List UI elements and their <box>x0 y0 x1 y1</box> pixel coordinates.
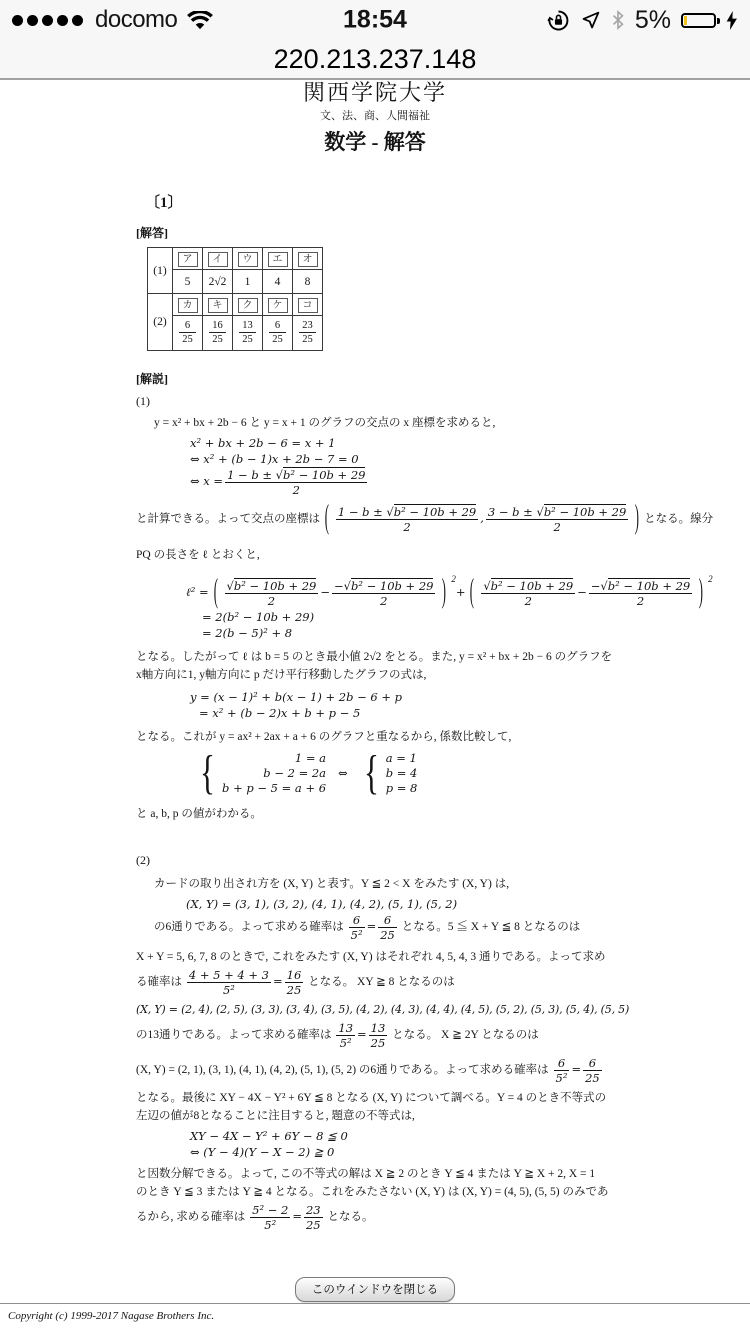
denominator <box>336 519 478 533</box>
numerator <box>187 969 271 982</box>
fraction <box>332 580 435 607</box>
status-bar-right <box>547 6 738 35</box>
document-header <box>0 80 750 153</box>
brace: { <box>200 746 216 800</box>
math-token: √ <box>483 578 491 593</box>
answer-value-cell <box>203 316 233 351</box>
part1-shift-equation-2: = x² + (b − 2)x + b + p − 5 <box>199 705 361 720</box>
part1-system-of-equations <box>196 746 644 800</box>
math-run: ℓ² = <box>186 585 209 599</box>
part1-overlap-text: となる。これが y = ax² + 2ax + a + 6 のグラフと重なるから, 係数比較して, <box>136 730 512 743</box>
part1-shift-text: x軸方向に1, y軸方向に p だけ平行移動したグラフの式は, <box>136 668 427 681</box>
numerator: 6 <box>274 319 281 331</box>
denominator <box>481 593 575 607</box>
math-run: − <box>334 578 344 593</box>
exponent: 2 <box>451 574 456 584</box>
answer-value-cell <box>263 316 293 351</box>
part2-factorization-text-1: と因数分解できる。よって, この不等式の解は X ≧ 2 のとき Y ≦ 4 または Y ≧ X + 2, X = 1 <box>136 1167 596 1180</box>
case-line: p = 8 <box>385 780 418 795</box>
battery-icon <box>681 13 716 28</box>
answer-value-cell: 4 <box>263 270 293 294</box>
math-token: 5² − 2 <box>252 1202 289 1217</box>
fraction <box>179 320 196 345</box>
kana-box: ア <box>178 252 198 267</box>
math-token: 5² <box>555 1070 568 1085</box>
battery-fill <box>684 16 687 25</box>
math-token: 16 <box>286 967 302 982</box>
denominator <box>225 482 367 496</box>
answer-header-cell <box>233 248 263 270</box>
denominator <box>332 593 435 607</box>
part2-list-1: (X, Y) = (3, 1), (3, 2), (4, 1), (4, 2), (5, 1), (5, 2) <box>186 896 458 911</box>
math-token: √ <box>386 505 394 519</box>
math-token: 25 <box>370 1035 386 1050</box>
sqrt-expression <box>600 578 690 593</box>
math-token: 2 <box>636 593 645 608</box>
denominator <box>336 1035 355 1049</box>
part1-equation-a: x² + bx + 2b − 6 = x + 1 <box>190 436 336 450</box>
case-line: b − 2 = 2a <box>263 765 327 780</box>
math-run: 1 − b ± <box>227 468 276 482</box>
part2-intro: カードの取り出され方を (X, Y) と表す。Y ≦ 2 < X をみたす (X, Y) は, <box>154 877 510 890</box>
text-run: の13通りである。よって求める確率は <box>136 1029 335 1041</box>
text-run: となる。線分 <box>644 513 714 526</box>
denominator <box>349 927 365 941</box>
page-footer <box>0 1303 750 1322</box>
carrier-label: docomo <box>95 6 178 33</box>
denominator: 25 <box>179 332 196 345</box>
denominator <box>583 1070 602 1084</box>
kana-box: コ <box>298 298 318 313</box>
url-text[interactable]: 220.213.237.148 <box>273 43 477 74</box>
math-token: 6 <box>557 1055 566 1070</box>
brace: { <box>363 746 379 800</box>
math-run: 1 − b ± <box>337 505 387 519</box>
kana-box: エ <box>268 252 288 267</box>
math-run: − <box>320 585 331 599</box>
numerator <box>486 506 628 519</box>
math-token: b² − 10b + 29 <box>282 468 366 482</box>
math-token: √ <box>226 578 234 593</box>
answer-header-cell <box>293 248 323 270</box>
fraction <box>225 469 367 496</box>
math-token: 5² <box>222 982 235 997</box>
part1-number: (1) <box>136 394 150 408</box>
answer-value-cell <box>173 316 203 351</box>
math-token: 2 <box>553 520 561 534</box>
fraction <box>269 320 286 345</box>
part1-minimum-text: となる。したがって ℓ は b = 5 のとき最小値 2√2 をとる。また, y = x² + bx + 2b − 6 のグラフを <box>136 650 613 663</box>
math-token: 2 <box>524 593 532 608</box>
math-token: b² − 10b + 29 <box>350 578 434 593</box>
sqrt-expression <box>227 578 317 593</box>
math-token: b² − 10b + 29 <box>607 578 691 593</box>
fraction <box>336 506 478 533</box>
url-bar[interactable] <box>0 40 750 78</box>
kaisetsu-section-label: [解説] <box>136 372 168 386</box>
case-line: b = 4 <box>385 765 418 780</box>
fraction <box>299 320 316 345</box>
signal-dot <box>42 15 53 26</box>
math-token: 6 <box>352 912 361 927</box>
numerator <box>332 580 435 593</box>
denominator <box>250 1217 290 1231</box>
denominator <box>187 982 271 996</box>
battery-percent-label: 5% <box>634 5 671 34</box>
part1-length-equation-2: = 2(b² − 10b + 29) <box>202 609 315 624</box>
math-token: √ <box>275 468 283 482</box>
charging-bolt-icon <box>726 11 738 30</box>
part2-number: (2) <box>136 852 150 867</box>
part2-sum-text: X + Y = 5, 6, 7, 8 のときで, これをみたす (X, Y) はそれぞれ 4, 5, 4, 3 通りである。よって求め <box>136 950 606 963</box>
math-token: √ <box>536 505 544 519</box>
fraction <box>239 320 256 345</box>
part2-inequality-text-2: 左辺の値が8となることに注目すると, 題意の不等式は, <box>136 1109 415 1122</box>
answer-table-value-row <box>148 316 323 351</box>
numerator <box>225 469 367 482</box>
open-paren: ( <box>213 575 218 611</box>
math-token: 2 <box>267 593 276 608</box>
answer-value-cell <box>293 316 323 351</box>
document-page <box>0 80 750 1302</box>
part2-probability-5 <box>136 1204 644 1231</box>
text-run: となる。 X ≧ 2Y となるのは <box>389 1029 539 1041</box>
answer-row-label: (2) <box>148 294 173 351</box>
answer-table-header-row <box>148 248 323 270</box>
text-run: の6通りである。よって求める確率は <box>154 921 347 933</box>
fraction <box>336 1022 355 1049</box>
kana-box: キ <box>208 298 228 313</box>
math-token: 25 <box>286 982 302 997</box>
math-token: 2 <box>380 593 388 608</box>
numerator: 13 <box>242 319 253 331</box>
answer-value-cell <box>233 316 263 351</box>
part1-intro: y = x² + bx + 2b − 6 と y = x + 1 のグラフの交点の x 座標を求めると, <box>154 417 496 429</box>
fraction <box>369 1022 388 1049</box>
fraction <box>554 1057 570 1084</box>
cases-group <box>360 746 418 800</box>
cases-group <box>196 746 327 800</box>
sqrt-expression <box>536 504 626 519</box>
status-bar-left <box>12 6 213 34</box>
part2-probability-1 <box>154 914 644 941</box>
numerator <box>225 580 319 593</box>
math-token: 5² <box>339 1035 352 1050</box>
part2-inequality-1: XY − 4X − Y² + 6Y − 8 ≦ 0 <box>190 1128 348 1143</box>
fraction <box>481 580 575 607</box>
close-paren: ) <box>442 575 447 611</box>
answer-table-header-row <box>148 294 323 316</box>
text-run: る確率は <box>136 976 185 988</box>
browser-chrome <box>0 0 750 80</box>
university-title: 関西学院大学 <box>302 80 447 105</box>
kana-box: ケ <box>268 298 288 313</box>
copyright-text: Copyright (c) 1999-2017 Nagase Brothers Inc. <box>8 1310 215 1322</box>
kana-box: ク <box>238 298 258 313</box>
answer-header-cell <box>173 294 203 316</box>
status-bar <box>0 0 750 40</box>
math-token: 25 <box>380 927 395 942</box>
denominator <box>589 593 692 607</box>
part1-length-equation-3: = 2(b − 5)² + 8 <box>202 625 293 640</box>
math-token: 25 <box>305 1217 321 1232</box>
close-paren: ) <box>699 575 704 611</box>
part1-equation-c <box>190 469 644 496</box>
part1-equation-b: ⇔ x² + (b − 1)x + 2b − 7 = 0 <box>190 452 359 466</box>
numerator <box>250 1204 290 1217</box>
sqrt-expression <box>386 504 476 519</box>
math-token: 6 <box>383 912 392 927</box>
fraction <box>304 1204 323 1231</box>
denominator: 25 <box>269 332 286 345</box>
fraction <box>209 320 226 345</box>
math-token: 6 <box>588 1055 597 1070</box>
math-token: b² − 10b + 29 <box>233 578 317 593</box>
answer-header-cell <box>173 248 203 270</box>
sqrt-expression <box>483 578 573 593</box>
button-row <box>0 1277 750 1302</box>
math-run: − <box>590 578 601 593</box>
numerator <box>336 506 478 519</box>
part1-shift-equation-1: y = (x − 1)² + b(x − 1) + 2b − 6 + p <box>190 689 403 704</box>
text-run: となる。 XY ≧ 8 となるのは <box>305 976 455 988</box>
cases-lines <box>386 751 418 796</box>
open-paren: ( <box>470 575 475 611</box>
answer-section-label: [解答] <box>136 226 168 240</box>
denominator <box>304 1217 323 1231</box>
denominator: 25 <box>239 332 256 345</box>
text-run: と計算できる。よって交点の座標は <box>136 513 320 526</box>
clock: 18:54 <box>343 5 407 34</box>
fraction <box>583 1057 602 1084</box>
answer-row-label: (1) <box>148 248 173 294</box>
subject-title: 数学 - 解答 <box>324 130 426 154</box>
answer-table <box>147 247 323 351</box>
math-run: = <box>571 1062 582 1076</box>
math-run: ⇔ <box>338 766 348 781</box>
part1-conclusion: と a, b, p の値がわかる。 <box>136 807 262 820</box>
part2-probability-4 <box>136 1057 644 1084</box>
denominator: 25 <box>299 332 316 345</box>
part2-inequality-text-1: となる。最後に XY − 4X − Y² + 6Y ≦ 8 となる (X, Y) について調べる。Y = 4 のとき不等式の <box>136 1091 607 1104</box>
faculties-subtitle: 文、法、商、人間福祉 <box>320 110 430 122</box>
numerator <box>304 1204 323 1217</box>
numerator <box>285 969 304 982</box>
denominator <box>225 593 319 607</box>
numerator: 23 <box>302 319 313 331</box>
fraction <box>486 506 628 533</box>
text-run: (X, Y) = (2, 1), (3, 1), (4, 1), (4, 2), (5, 1), (5, 2) の6通りである。よって求める確率は <box>136 1064 552 1076</box>
answer-header-cell <box>293 294 323 316</box>
case-line: 1 = a <box>294 750 327 765</box>
answer-header-cell <box>233 294 263 316</box>
fraction <box>250 1204 290 1231</box>
math-run: 3 − b ± <box>487 505 537 519</box>
answer-header-cell <box>263 248 293 270</box>
bluetooth-icon <box>611 10 625 30</box>
signal-strength-icon <box>12 15 87 26</box>
answer-header-cell <box>203 248 233 270</box>
answer-value-cell: 8 <box>293 270 323 294</box>
part1-length-equation-1 <box>186 571 713 611</box>
fraction <box>349 914 365 941</box>
sqrt-expression <box>344 578 434 593</box>
answer-value-cell: 5 <box>173 270 203 294</box>
denominator <box>369 1035 388 1049</box>
rotation-lock-icon <box>547 9 570 32</box>
answer-value-cell: 2√2 <box>203 270 233 294</box>
fraction <box>589 580 692 607</box>
numerator <box>369 1022 388 1035</box>
signal-dot <box>12 15 23 26</box>
math-run: + <box>455 585 466 599</box>
math-token: 5² <box>350 927 363 942</box>
math-token: b² − 10b + 29 <box>543 505 627 519</box>
wifi-icon <box>187 11 213 30</box>
kana-box: イ <box>208 252 228 267</box>
denominator <box>486 519 628 533</box>
part2-list-2: (X, Y) = (2, 4), (2, 5), (3, 3), (3, 4), (3, 5), (4, 2), (4, 3), (4, 4), (4, 5), (5, 2), (5, 3), (5, 4), (5, 5) <box>136 1002 630 1016</box>
sqrt-expression <box>276 467 366 482</box>
fraction <box>285 969 304 996</box>
exponent: 2 <box>708 574 713 584</box>
kana-box: オ <box>298 252 318 267</box>
document-body <box>136 195 714 1232</box>
numerator: 16 <box>212 319 223 331</box>
fraction <box>378 914 397 941</box>
part1-pq-line: PQ の長さを ℓ とおくと, <box>136 549 260 561</box>
case-line: a = 1 <box>385 750 417 765</box>
numerator <box>554 1057 570 1070</box>
math-run: ⇔ x = <box>190 474 224 489</box>
open-paren: ( <box>324 501 330 537</box>
section-number: 〔1〕 <box>145 195 183 211</box>
math-token: b² − 10b + 29 <box>490 578 574 593</box>
math-token: √ <box>600 578 608 593</box>
math-run: = <box>292 1209 302 1223</box>
math-token: √ <box>343 578 351 593</box>
part1-coordinates-line <box>136 501 714 537</box>
text-run: るから, 求める確率は <box>136 1211 249 1223</box>
denominator <box>285 982 304 996</box>
part2-probability-2 <box>136 969 644 996</box>
math-token: 13 <box>338 1020 354 1035</box>
text-run: となる。5 ≦ X + Y ≦ 8 となるのは <box>398 921 581 933</box>
math-token: 5² <box>264 1217 277 1232</box>
signal-dot <box>57 15 68 26</box>
close-window-button[interactable]: このウインドウを閉じる <box>295 1277 455 1302</box>
math-run: = <box>357 1027 367 1041</box>
math-token: 4 + 5 + 4 + 3 <box>188 967 269 982</box>
math-token: 2 <box>292 483 300 497</box>
fraction <box>225 580 319 607</box>
math-run: − <box>577 585 587 599</box>
numerator <box>583 1057 602 1070</box>
part2-factorization-text-2: のとき Y ≦ 3 または Y ≧ 4 となる。これをみたさない (X, Y) は (X, Y) = (4, 5), (5, 5) のみであ <box>136 1185 609 1198</box>
fraction <box>187 969 271 996</box>
math-token: 25 <box>585 1070 600 1085</box>
close-paren: ) <box>635 501 640 537</box>
answer-value-cell: 1 <box>233 270 263 294</box>
math-token: 13 <box>370 1020 386 1035</box>
signal-dot <box>27 15 38 26</box>
denominator <box>378 927 397 941</box>
numerator: 6 <box>184 319 191 331</box>
math-run: = <box>366 919 377 933</box>
denominator <box>554 1070 570 1084</box>
kana-box: ウ <box>238 252 258 267</box>
numerator <box>589 580 692 593</box>
math-token: 23 <box>305 1202 321 1217</box>
part2-probability-3 <box>136 1022 644 1049</box>
answer-table-value-row <box>148 270 323 294</box>
math-run: = <box>272 974 283 988</box>
math-run: , <box>480 511 484 526</box>
cases-lines <box>222 751 326 796</box>
case-line: b + p − 5 = a + 6 <box>222 780 327 795</box>
denominator: 25 <box>209 332 226 345</box>
answer-header-cell <box>263 294 293 316</box>
numerator <box>336 1022 355 1035</box>
numerator <box>349 914 365 927</box>
kana-box: カ <box>178 298 198 313</box>
text-run: となる。 <box>324 1211 374 1223</box>
numerator <box>378 914 397 927</box>
answer-header-cell <box>203 294 233 316</box>
math-token: 2 <box>403 520 411 534</box>
numerator <box>481 580 575 593</box>
signal-dot <box>72 15 83 26</box>
math-token: b² − 10b + 29 <box>393 505 477 519</box>
location-arrow-icon <box>580 10 601 31</box>
part2-inequality-2: ⇔ (Y − 4)(Y − X − 2) ≧ 0 <box>190 1144 335 1159</box>
